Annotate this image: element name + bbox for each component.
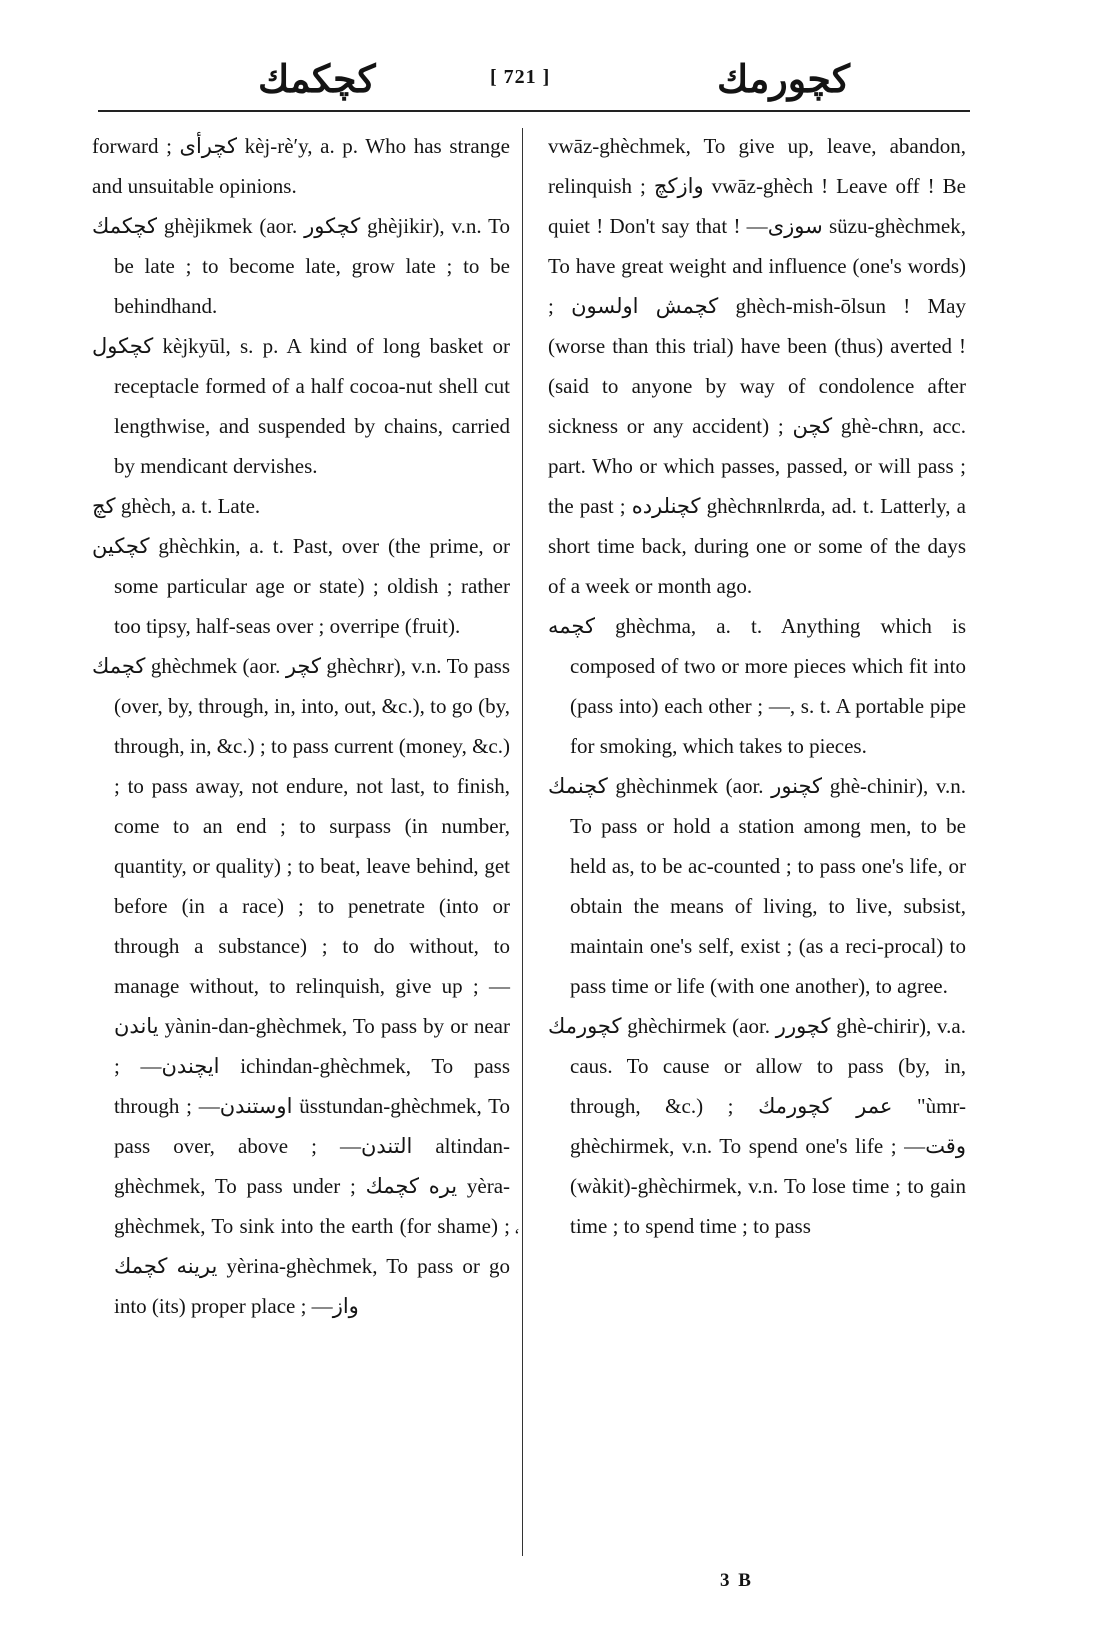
dictionary-entry: كچنمك ghèchinmek (aor. كچنور ghè-chinir), v.n. To pass or hold a station among men, to be held as, to be ac-counted ; to pass one's life, or obtain the means of living, to live, subsist, maintain one's self, exist ; (as a reci-procal) to pass time or life (with one another), to agree. bbox=[548, 774, 967, 998]
dictionary-entry: كچكين ghèchkin, a. t. Past, over (the prime, or some particular age or state) ; oldish ; rather too tipsy, half-seas over ; overripe (fruit). bbox=[92, 534, 510, 638]
right-column bbox=[548, 126, 966, 1246]
left-running-headword: كچكمك bbox=[258, 59, 376, 101]
dictionary-entry: vwāz-ghèchmek, To give up, leave, abandon, relinquish ; وازكچ vwāz-ghèch ! Leave off ! Be quiet ! Don't say that ! —سوزى süzu-ghèchmek, To have great weight and influence (one's words) ; كچمش اولسون ghèch-mish-ōlsun ! May (worse than this trial) have been (thus) averted ! (said to anyone by way of condolence after sickness or any accident) ; كچن ghè-chʀn, acc. part. Who or which passes, passed, or will pass ; the past ; كچنلرده ghèchʀnlʀrda, ad. t. Latterly, a short time back, during one or some of the days of a week or month ago. bbox=[548, 134, 967, 598]
dictionary-entry: كچكمك ghèjikmek (aor. كچكور ghèjikir), v.n. To be late ; to become late, grow late ; to be behindhand. bbox=[92, 214, 510, 318]
left-column bbox=[92, 126, 510, 1326]
dictionary-entry: forward ; كچرأى kèj-rèʹy, a. p. Who has strange and unsuitable opinions. bbox=[92, 134, 510, 198]
right-running-headword: كچورمك bbox=[717, 59, 850, 101]
header-rule bbox=[98, 110, 970, 112]
margin-mark: ‘ bbox=[514, 1225, 520, 1245]
dictionary-entry: كچمه ghèchma, a. t. Anything which is composed of two or more pieces which fit into (pass into) each other ; —, s. t. A portable pipe for smoking, which takes to pieces. bbox=[548, 614, 966, 758]
dictionary-entry: كچ ghèch, a. t. Late. bbox=[92, 494, 261, 518]
dictionary-entry: كچمك ghèchmek (aor. كچر ghèchʀr), v.n. To pass (over, by, through, in, into, out, &c.), to go (by, through, in, &c.) ; to pass current (money, &c.) ; to pass away, not endure, not last, to finish, come to an end ; to surpass (in number, quantity, or quality) ; to beat, leave behind, get before (in a race) ; to penetrate (into or through a substance) ; to do without, to manage without, to relinquish, give up ; —ياندن yànin-dan-ghèchmek, To pass by or near ; —ايچندن ichindan-ghèchmek, To pass through ; —اوستندن üsstundan-ghèchmek, To pass over, above ; —التندن altindan-ghèchmek, To pass under ; يره كچمك yèra-ghèchmek, To sink into the earth (for shame) ; يرينه كچمك yèrina-ghèchmek, To pass or go into (its) proper place ; —واز bbox=[92, 654, 511, 1318]
signature-mark: 3 B bbox=[720, 1570, 753, 1591]
page-header bbox=[100, 58, 970, 108]
dictionary-entry: كچورمك ghèchirmek (aor. كچورر ghè-chirir), v.a. caus. To cause or allow to pass (by, in, through, &c.) ; عمر كچورمك "ùmr-ghèchirmek, v.n. To spend one's life ; —وقت (wàkit)-ghèchirmek, v.n. To lose time ; to gain time ; to spend time ; to pass bbox=[548, 1014, 967, 1238]
page-number: [ 721 ] bbox=[490, 66, 551, 88]
column-divider bbox=[522, 128, 523, 1556]
dictionary-entry: كچكول kèjkyūl, s. p. A kind of long basket or receptacle formed of a half cocoa-nut shell cut lengthwise, and suspended by chains, carried by mendicant dervishes. bbox=[92, 334, 510, 478]
